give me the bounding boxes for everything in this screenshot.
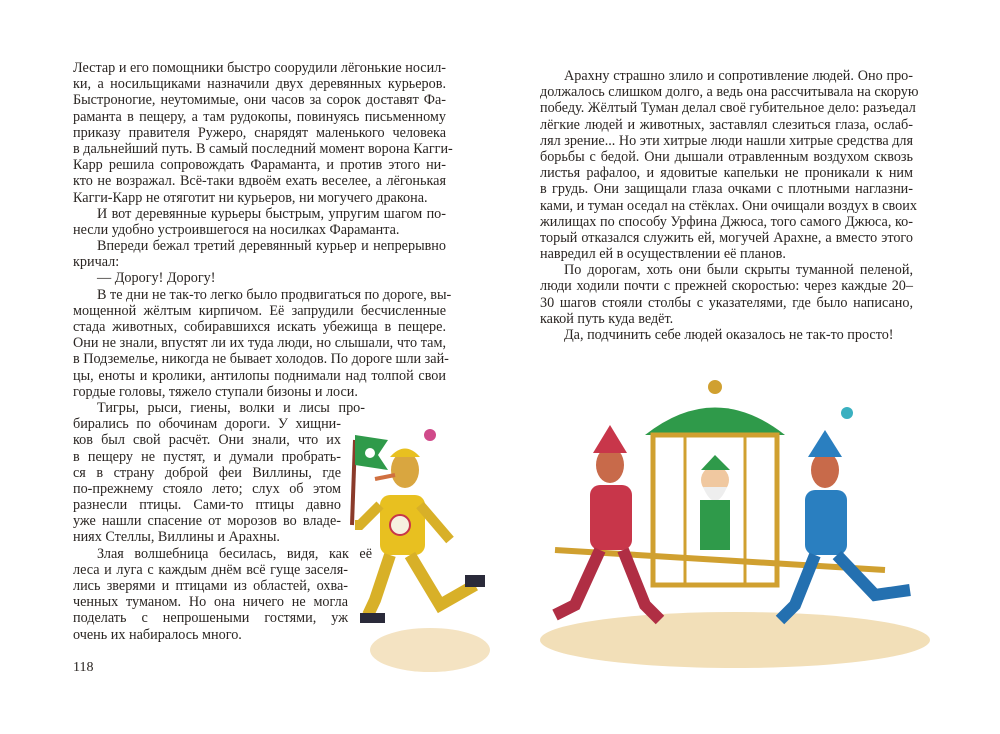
text-line: ков был свой расчёт. Они знали, что их xyxy=(73,432,341,449)
text-line: кричал: xyxy=(73,254,120,271)
text-line: леса и луга с каждым днём всё гуще заселя- xyxy=(73,561,348,578)
text-line: лёгкие людей и животных, заставлял слезиться глаза, ослаб- xyxy=(540,116,913,133)
right-page-text xyxy=(540,68,919,343)
canopy xyxy=(645,408,785,436)
text-line: в пещеру не пустят, и думали пробрать- xyxy=(73,448,341,465)
text-line: Арахну страшно злило и сопротивление людей. Оно про- xyxy=(564,68,913,84)
text-line: ки, а носильщиками назначили двух деревянных курьеров. xyxy=(73,76,446,93)
text-line: Впереди бежал третий деревянный курьер и непрерывно xyxy=(97,238,446,255)
text-line: победу. Жёлтый Туман делал своё губительное дело: разъедал xyxy=(540,100,916,117)
text-line: ченных туманом. Но она ничего не могла xyxy=(73,594,348,611)
page-number: 118 xyxy=(73,660,94,675)
text-line: И вот деревянные курьеры быстрым, упругим шагом по- xyxy=(97,205,446,222)
text-line: раманта в пещеру, а там рудокопы, повинуясь письменному xyxy=(73,108,446,125)
text-line: — Дорогу! Дорогу! xyxy=(97,270,216,287)
courier-shoe xyxy=(360,613,385,623)
text-line: листья рафалоо, и ядовитые капельки не проникали к ним xyxy=(540,165,913,182)
text-line: приказу правителя Ружеро, снарядят маленького человека xyxy=(73,124,446,141)
text-line: борьбы с бедой. Они дышали отравленным воздухом сквозь xyxy=(540,148,913,165)
text-line: Лестар и его помощники быстро соорудили лёгонькие носил- xyxy=(73,60,446,76)
text-line: лись зверями и птицами из областей, охва- xyxy=(73,578,348,594)
text-line: ками, и туман оседал на стёклах. Они очищали воздух в своих xyxy=(540,197,917,214)
text-line: Они не знали, впустят ли их туда люди, но слышали, что там, xyxy=(73,335,446,352)
text-line: Быстроногие, неутомимые, они часов за сорок доставят Фа- xyxy=(73,92,446,109)
text-line: несли удобно устроившегося на носилках Фараманта. xyxy=(73,221,400,238)
text-line: навредил ей в осуществлении её планов. xyxy=(540,246,786,263)
text-line: разнесли птицы. Сами-то птицы давно xyxy=(73,497,341,514)
text-line: мощенной жёлтым кирпичом. Её запрудили бесчисленные xyxy=(73,302,446,319)
text-line: должалось слишком долго, а ведь она рассчитывала на скорую xyxy=(540,84,919,101)
palanquin-illustration xyxy=(535,375,935,670)
text-line: ся в страну доброй феи Виллины, где xyxy=(73,464,341,481)
text-line: уже нашли спасение от морозов во владе- xyxy=(73,513,341,530)
text-line: в Подземелье, никогда не бывает холодов. По дороге шли зай- xyxy=(73,351,449,368)
text-line: В те дни не так-то легко было продвигаться по дороге, вы- xyxy=(97,286,452,303)
text-line: в грудь. Они защищали глаза очками с плотными наглазни- xyxy=(540,181,913,198)
text-line: жилищах по способу Урфина Джюса, того самого Джюса, ко- xyxy=(540,213,913,230)
text-line: бирались по обочинам дороги. У хищни- xyxy=(73,416,341,433)
text-line: стада животных, собиравшихся искать убежища в пещере. xyxy=(73,319,446,335)
text-line: цы, еноты и кролики, антилопы поднимали над толпой свои xyxy=(73,367,446,384)
text-line: лял зрение... Но эти хитрые люди нашли хитрые средства для xyxy=(540,132,914,149)
text-line: какой путь куда ведёт. xyxy=(540,310,674,327)
running-courier-illustration xyxy=(300,415,490,675)
text-line: кто не возражал. Всё-таки вдвоём ехать веселее, а лёгонькая xyxy=(73,173,446,190)
text-line: По дорогам, хоть они были скрыты туманной пеленой, xyxy=(564,262,913,279)
road-ground xyxy=(370,628,490,672)
text-line: Да, подчинить себе людей оказалось не так-то просто! xyxy=(564,327,894,343)
text-line: в дальнейший путь. В самый последний момент ворона Кагги- xyxy=(73,140,453,157)
text-line: поделать с непрошеными гостями, уж xyxy=(73,610,348,627)
text-line: очень их набиралось много. xyxy=(73,626,242,643)
text-line: Карр решила сопровождать Фараманта, и против этого ни- xyxy=(73,157,446,174)
text-line: люди ходили почти с прежней скоростью: через каждые 20– xyxy=(540,278,913,295)
text-line: торый отказался служить ей, могучей Арахне, а вместо этого xyxy=(540,229,913,246)
text-line: Кагги-Карр не отяготит ни курьеров, ни могучего дракона. xyxy=(73,189,428,206)
text-line: Злая волшебница бесилась, видя, как её xyxy=(97,545,372,562)
text-line: ниях Стеллы, Виллины и Арахны. xyxy=(73,529,280,546)
text-line: по-прежнему стояло лето; слух об этом xyxy=(73,480,341,497)
text-line: 30 шагов стояли столбы с указателями, где было написано, xyxy=(540,294,913,311)
text-line: гордые головы, тяжело ступали бизоны и лоси. xyxy=(73,383,358,400)
text-line: Тигры, рыси, гиены, волки и лисы про- xyxy=(97,399,365,416)
road-ground xyxy=(540,612,930,668)
